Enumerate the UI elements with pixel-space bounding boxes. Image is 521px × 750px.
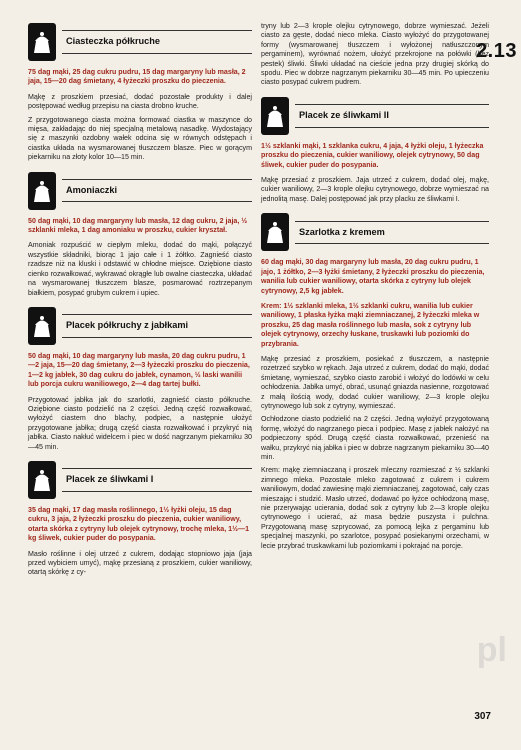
recipe-header bbox=[28, 171, 252, 211]
right-column bbox=[261, 22, 489, 559]
cake-icon bbox=[28, 461, 56, 499]
ingredients: 75 dag mąki, 25 dag cukru pudru, 15 dag margaryny lub masła, 2 jaja, 15—20 dag śmietany, 4 łyżeczki proszku do pieczenia. bbox=[28, 68, 246, 86]
recipe-continuation bbox=[261, 22, 489, 88]
cake-icon bbox=[28, 307, 56, 345]
cake-icon bbox=[261, 213, 289, 251]
ingredients: 50 dag mąki, 10 dag margaryny lub masła, 12 dag cukru, 2 jaja, ½ szklanki mleka, 1 dag amoniaku w proszku, cukier kryształ. bbox=[28, 216, 248, 235]
cake-icon bbox=[28, 172, 56, 210]
recipe-title: Ciasteczka półkruche bbox=[62, 30, 252, 53]
instructions-paragraph: Mąkę przesiać z proszkiem. Jaja utrzeć z cukrem, dodać olej, mąkę, cukier waniliowy, 2—3 krople olejku cytrynowego, dobrze wymieszać na jednolitą masę. Dalej postępować jak przy placku ze śliwkami I. bbox=[261, 176, 489, 203]
instructions-paragraph: Mąkę z proszkiem przesiać, dodać pozostałe produkty i dalej postępować według przepisu na ciasta drobno kruche. bbox=[28, 92, 252, 111]
recipe-header bbox=[28, 460, 252, 500]
instructions-paragraph: Ochłodzone ciasto podzielić na 2 części. Jedną wyłożyć przygotowaną formę, włożyć do nagrzanego pieca i podpiec. Masę z jabłek nałożyć na podpieczony spód. Drugą część ciasta rozwałkować, przenieść na wałku, przykryć nią jabłka i piec w dobrze nagrzanym piekarniku 30—40 min. bbox=[261, 415, 489, 461]
recipe-header bbox=[28, 22, 252, 62]
recipe-placek-sliwki-2 bbox=[261, 96, 489, 204]
instructions-paragraph: Amoniak rozpuścić w ciepłym mleku, dodać do mąki, połączyć wszystkie składniki, biorąc 1 jajo całe i 1 żółtko. Zagnieść ciasto rzadsze niż na kluski i odstawić w chłodne miejsce. Oziębione ciasto cienko rozwałkować, wykrawać okrągłe lub owalne ciasteczka, układać na wysmarowanej tłuszczem blasze, posmarować roztrzepanym białkiem, posypać grubym cukrem i upiec. bbox=[28, 241, 252, 297]
recipe-title: Placek ze śliwkami II bbox=[295, 104, 489, 127]
chapter-number: 2.13 bbox=[476, 40, 517, 62]
instructions-paragraph: tryny lub 2—3 krople olejku cytrynowego, dobrze wymieszać. Jeżeli ciasto za gęste, dodać nieco mleka. Ciasto wyłożyć do przygotowanej formy (wysmarowanej tłuszczem i wyłożonej natłuszczonym pergaminem), wyrównać nożem, ułożyć przekrojone na połówki (bez pestek) śliwki. Śliwki układać na cieście jedna przy drugiej skórką do spodu. Piec w dobrze nagrzanym piekarniku 30—45 min. Po upieczeniu ciasto posypać cukrem pudrem. bbox=[261, 22, 489, 87]
recipe-header bbox=[261, 96, 489, 136]
watermark: pl bbox=[476, 631, 507, 669]
instructions-paragraph: Krem: mąkę ziemniaczaną i proszek mleczny rozmieszać z ½ szklanki zimnego mleka. Pozostałe mleko zagotować z cukrem i cukrem waniliowym, dodać zawiesinę mąki ziemniaczanej, zagotować, cały czas mieszając i studzić. Masło utrzeć, dodawać po łyżce ochłodzoną masę, nie przerywając ucierania, dodać sok z cytryny lub 2—3 krople olejku cytrynowego i ucierać, aż masa będzie puszysta i pulchna. Przygotowaną masę szprycować, za pomocą lejka z pergaminu lub specjalnej maszynki, po szarlotce, posypać posiekanymi orzechami, w lecie przybrać truskawkami lub poziomkami i pokrajać na porcje. bbox=[261, 466, 489, 550]
ingredients: 1½ szklanki mąki, 1 szklanka cukru, 4 jaja, 4 łyżki oleju, 1 łyżeczka proszku do pieczenia, cukier waniliowy, olejek cytrynowy, 50 dag śliwek, cukier puder do posypania. bbox=[261, 141, 484, 169]
instructions-paragraph: Masło roślinne i olej utrzeć z cukrem, dodając stopniowo jaja (jaja przed wybiciem umyć), mąkę przesianą z proszkiem, cukier waniliowy, otartą skórkę z cy- bbox=[28, 549, 252, 577]
recipe-header bbox=[28, 306, 252, 346]
recipe-title: Placek ze śliwkami I bbox=[62, 468, 252, 491]
recipe-title: Szarlotka z kremem bbox=[295, 221, 489, 244]
recipe-title: Placek półkruchy z jabłkami bbox=[62, 314, 252, 337]
cream-ingredients: Krem: 1½ szklanki mleka, 1½ szklanki cukru, wanilia lub cukier waniliowy, 1 płaska łyżka mąki ziemniaczanej, 2 łyżeczki mleka w proszku, 25 dag masła roślinnego lub masła, sok z cytryny lub olejek cytrynowy, orzechy łuskane, truskawki lub poziomki do przybrania. bbox=[261, 301, 480, 348]
left-column bbox=[28, 22, 252, 586]
recipe-placek-sliwki-1 bbox=[28, 460, 252, 578]
recipe-placek-jablka bbox=[28, 306, 252, 452]
cake-icon bbox=[261, 97, 289, 135]
recipe-header bbox=[261, 212, 489, 252]
page-number: 307 bbox=[474, 711, 491, 722]
recipe-szarlotka bbox=[261, 212, 489, 551]
recipe-ciasteczka bbox=[28, 22, 252, 163]
ingredients: 35 dag mąki, 17 dag masła roślinnego, 1½ łyżki oleju, 15 dag cukru, 3 jaja, 2 łyżeczki proszku do pieczenia, cukier waniliowy, otarta skórka z cytryny lub olejek cytrynowy, trochę mleka, 1½—1 kg śliwek, cukier puder do posypania. bbox=[28, 505, 250, 543]
cake-icon bbox=[28, 23, 56, 61]
instructions-paragraph: Przygotować jabłka jak do szarlotki, zagnieść ciasto półkruche. Oziębione ciasto podzielić na 2 części. Jedną część rozwałkować, wyłożyć ciastem dno blachy, podpiec, a następnie ułożyć przygotowane jabłka; drugą część ciasta rozwałkować i przykryć nią jabłka. Ciasto nakłuć widelcem i piec w dość nagrzanym piekarniku 30—45 min. bbox=[28, 395, 252, 451]
instructions-paragraph: Z przygotowanego ciasta można formować ciastka w maszynce do mięsa, zakładając do niej specjalną metalową nasadkę. Wydostający się z maszynki ozdobny wałek odcina się w równych odstępach i ciastka układa na wysmarowanej tłuszczem blasze. Piec w gorącym piekarniku na złoty kolor 10—15 min. bbox=[28, 115, 252, 162]
ingredients: 50 dag mąki, 10 dag margaryny lub masła, 20 dag cukru pudru, 1—2 jaja, 15—20 dag śmietany, 2—3 łyżeczki proszku do pieczenia, 1—2 kg jabłek, 30 dag cukru do jabłek, cynamon, ½ laski wanilii lub porcja cukru waniliowego, 2—4 dag tartej bułki. bbox=[28, 351, 250, 389]
recipe-amoniaczki bbox=[28, 171, 252, 298]
ingredients: 60 dag mąki, 30 dag margaryny lub masła, 20 dag cukru pudru, 1 jajo, 1 żółtko, 2—3 łyżki śmietany, 2 łyżeczki proszku do pieczenia, wanilia lub cukier waniliowy, otarta skórka z cytryny lub olejek cytrynowy, 2,5 kg jabłek. bbox=[261, 258, 485, 295]
recipe-title: Amoniaczki bbox=[62, 179, 252, 202]
instructions-paragraph: Mąkę przesiać z proszkiem, posiekać z tłuszczem, a następnie rozetrzeć szybko w rękach. Jaja utrzeć z cukrem, dodać do mąki, dodać śmietanę, wymieszać, szybko ciasto zarobić i włożyć do lodówki w celu ochłodzenia. Jabłka umyć, obrać, usunąć gniazda nasienne, rozgotować z małą ilością wody, dodać cukier waniliowy, 2—3 krople olejku cytrynowego lub sok z cytryny, wymieszać. bbox=[261, 354, 489, 410]
